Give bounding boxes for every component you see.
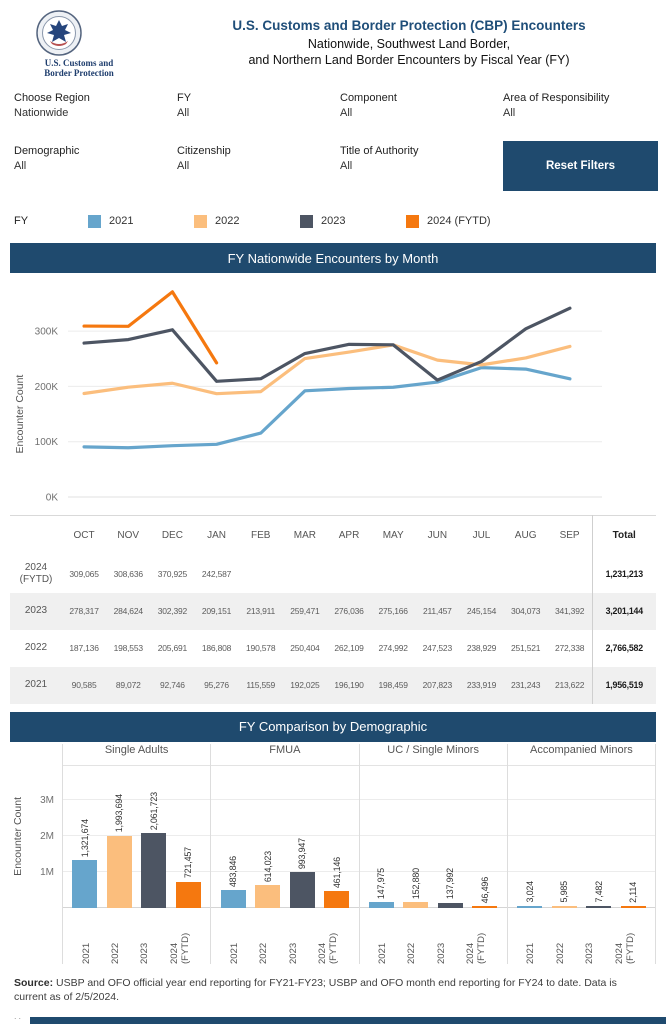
table-cell bbox=[548, 556, 592, 593]
bar-column bbox=[403, 868, 428, 908]
bar-value-label: 147,975 bbox=[376, 868, 387, 900]
table-cell bbox=[371, 556, 415, 593]
filter-value[interactable]: All bbox=[503, 107, 516, 119]
bar-2023[interactable] bbox=[586, 906, 611, 908]
legend-label: 2023 bbox=[321, 215, 346, 227]
filter-row-2 bbox=[0, 141, 666, 191]
table-cell: 275,166 bbox=[378, 606, 408, 616]
filter-value[interactable]: All bbox=[340, 160, 353, 172]
month-column-header: JAN bbox=[207, 530, 226, 542]
filter-label: Title of Authority bbox=[340, 145, 419, 157]
line-chart-container[interactable] bbox=[10, 275, 656, 515]
table-cell bbox=[415, 556, 459, 593]
table-body bbox=[10, 556, 656, 704]
filter-label: Component bbox=[340, 92, 397, 104]
month-column-header: AUG bbox=[514, 530, 537, 542]
footnote-dots: .. bbox=[14, 1010, 24, 1021]
bar-x-label: 2023 bbox=[435, 942, 447, 964]
filter-citizenship[interactable] bbox=[177, 145, 340, 191]
month-column-header: FEB bbox=[250, 530, 271, 542]
line-chart-title: FY Nationwide Encounters by Month bbox=[227, 250, 439, 266]
fy-legend bbox=[0, 191, 666, 231]
line-series-2023[interactable] bbox=[84, 308, 570, 381]
monthly-encounters-table bbox=[10, 515, 656, 704]
bar-x-label: 2022 bbox=[258, 942, 270, 964]
bar-value-label: 721,457 bbox=[183, 847, 194, 879]
bar-group-plot bbox=[360, 766, 507, 908]
table-row-2024fytd bbox=[10, 556, 656, 593]
legend-item-2023[interactable] bbox=[300, 215, 406, 228]
bar-2021[interactable] bbox=[72, 860, 97, 908]
bar-value-label: 46,496 bbox=[479, 876, 490, 903]
table-cell: 245,154 bbox=[466, 606, 497, 616]
cbp-logo bbox=[14, 10, 164, 84]
table-cell: 370,925 bbox=[157, 569, 188, 579]
legend-label: 2021 bbox=[109, 215, 134, 227]
table-cell: 90,585 bbox=[71, 680, 97, 690]
bar-x-label: 2022 bbox=[554, 942, 566, 964]
filter-value[interactable]: All bbox=[340, 107, 353, 119]
month-column-header: APR bbox=[338, 530, 360, 542]
bar-2023[interactable] bbox=[438, 903, 463, 908]
bar-x-label: 2024 (FYTD) bbox=[317, 932, 339, 964]
bar-column bbox=[438, 868, 463, 907]
y-tick-label: 300K bbox=[34, 326, 58, 338]
title-block bbox=[164, 10, 654, 84]
bar-chart-title-bar bbox=[10, 712, 656, 742]
table-cell: 274,992 bbox=[378, 643, 408, 653]
table-row-2021 bbox=[10, 667, 656, 704]
legend-item-2021[interactable] bbox=[88, 215, 194, 228]
y-tick-label: 0K bbox=[45, 492, 58, 504]
bar-y-axis-label-wrap bbox=[12, 766, 24, 908]
bar-column bbox=[72, 819, 97, 908]
filter-component[interactable] bbox=[340, 92, 503, 119]
bar-value-label: 152,880 bbox=[410, 867, 421, 899]
table-cell: 211,457 bbox=[422, 606, 452, 616]
table-corner bbox=[10, 516, 62, 556]
table-cell: 242,587 bbox=[201, 569, 232, 579]
bar-x-label: 2021 bbox=[525, 942, 537, 964]
table-row-2022 bbox=[10, 630, 656, 667]
bar-group-uc-single-minors bbox=[359, 744, 507, 964]
logo-caption-line2: Border Protection bbox=[44, 68, 114, 79]
filter-value[interactable]: All bbox=[177, 160, 190, 172]
legend-items bbox=[88, 215, 512, 228]
bar-y-tick-label: 3M bbox=[40, 794, 54, 806]
monthly-table-container bbox=[10, 515, 656, 704]
filter-label: Area of Responsibility bbox=[503, 92, 610, 104]
bar-2024fytd[interactable] bbox=[472, 906, 497, 908]
bar-column bbox=[586, 881, 611, 907]
filter-value[interactable]: Nationwide bbox=[14, 107, 69, 119]
bar-column bbox=[517, 881, 542, 907]
table-cell bbox=[239, 556, 283, 593]
bar-2022[interactable] bbox=[552, 906, 577, 908]
row-total: 2,766,582 bbox=[592, 630, 656, 667]
filter-row-1 bbox=[0, 88, 666, 119]
table-header bbox=[10, 516, 656, 556]
month-column-header: SEP bbox=[559, 530, 580, 542]
month-column-header: JUN bbox=[427, 530, 448, 542]
bar-x-label: 2022 bbox=[406, 942, 418, 964]
bar-2023[interactable] bbox=[290, 872, 315, 908]
next-section-bar-partial bbox=[30, 1017, 666, 1024]
table-cell: 186,808 bbox=[201, 643, 232, 653]
bar-x-label: 2021 bbox=[377, 942, 389, 964]
table-cell: 250,404 bbox=[290, 643, 320, 653]
bar-2022[interactable] bbox=[403, 902, 428, 908]
legend-label: 2022 bbox=[215, 215, 240, 227]
logo-caption bbox=[36, 58, 122, 79]
bar-column bbox=[255, 851, 280, 907]
filter-title-of-authority[interactable] bbox=[340, 145, 503, 191]
bar-x-label: 2024 (FYTD) bbox=[613, 932, 636, 964]
bar-value-label: 5,985 bbox=[559, 881, 570, 903]
table-cell: 278,317 bbox=[69, 606, 99, 616]
row-label: 2021 bbox=[24, 679, 48, 690]
bar-value-label: 614,023 bbox=[262, 851, 273, 883]
filter-area-of-responsibility[interactable] bbox=[503, 92, 666, 119]
bar-column bbox=[369, 868, 394, 907]
bar-value-label: 137,992 bbox=[445, 868, 456, 900]
bar-column bbox=[221, 856, 246, 908]
table-cell: 262,109 bbox=[334, 643, 364, 653]
legend-swatch bbox=[88, 215, 101, 228]
legend-item-2022[interactable] bbox=[194, 215, 300, 228]
row-total: 3,201,144 bbox=[592, 593, 656, 630]
table-cell: 238,929 bbox=[466, 643, 497, 653]
bar-value-label: 1,321,674 bbox=[79, 818, 90, 857]
month-column-header: NOV bbox=[117, 530, 140, 542]
table-cell bbox=[327, 556, 371, 593]
legend-swatch bbox=[300, 215, 313, 228]
bar-chart-groups bbox=[62, 744, 656, 964]
cbp-seal-icon bbox=[36, 10, 82, 56]
total-column-header: Total bbox=[592, 516, 656, 556]
row-total: 1,231,213 bbox=[592, 556, 656, 593]
filter-label: Demographic bbox=[14, 145, 80, 157]
filter-demographic[interactable] bbox=[14, 145, 177, 191]
table-cell: 284,624 bbox=[113, 606, 143, 616]
legend-swatch bbox=[194, 215, 207, 228]
bar-y-axis-label: Encounter Count bbox=[12, 797, 24, 876]
row-label: 2022 bbox=[24, 642, 48, 653]
filter-value[interactable]: All bbox=[14, 160, 27, 172]
line-series-2024fytd[interactable] bbox=[84, 292, 217, 363]
table-cell: 272,338 bbox=[554, 643, 585, 653]
bar-group-plot bbox=[211, 766, 358, 908]
bar-column bbox=[290, 838, 315, 908]
bar-2023[interactable] bbox=[141, 833, 166, 907]
table-cell: 259,471 bbox=[290, 606, 320, 616]
filter-label: Choose Region bbox=[14, 92, 90, 104]
bar-group-x-labels bbox=[63, 908, 210, 964]
bar-group-fmua bbox=[210, 744, 358, 964]
bar-value-label: 483,846 bbox=[228, 855, 239, 888]
bar-group-header: Accompanied Minors bbox=[508, 744, 655, 766]
bar-column bbox=[621, 882, 646, 907]
bar-column bbox=[107, 794, 132, 907]
bar-x-label: 2024 (FYTD) bbox=[168, 932, 191, 964]
table-cell: 205,691 bbox=[157, 643, 188, 653]
table-cell: 198,459 bbox=[378, 680, 408, 690]
bar-group-plot bbox=[508, 766, 655, 908]
bar-group-x-labels bbox=[508, 908, 655, 964]
table-cell: 115,559 bbox=[246, 680, 276, 690]
bar-group-single-adults bbox=[62, 744, 210, 964]
bar-x-label: 2022 bbox=[109, 942, 121, 964]
bar-group-x-labels bbox=[211, 908, 358, 964]
bar-group-header: Single Adults bbox=[63, 744, 210, 766]
table-cell: 308,636 bbox=[113, 569, 143, 579]
table-cell: 95,276 bbox=[204, 680, 229, 690]
table-cell: 251,521 bbox=[510, 643, 541, 653]
table-cell: 190,578 bbox=[246, 643, 276, 653]
bar-group-plot bbox=[63, 766, 210, 908]
table-row-2023 bbox=[10, 593, 656, 630]
table-cell bbox=[283, 556, 327, 593]
y-axis-label: Encounter Count bbox=[14, 374, 26, 454]
table-cell: 196,190 bbox=[334, 680, 364, 690]
bar-2021[interactable] bbox=[517, 906, 542, 908]
legend-label: 2024 (FYTD) bbox=[427, 215, 491, 227]
legend-title: FY bbox=[14, 215, 29, 227]
y-tick-label: 200K bbox=[34, 381, 58, 393]
bar-value-label: 7,482 bbox=[593, 881, 604, 903]
table-cell: 302,392 bbox=[157, 606, 188, 616]
table-cell: 187,136 bbox=[69, 643, 99, 653]
month-column-header: MAR bbox=[293, 530, 316, 542]
month-column-header: DEC bbox=[161, 530, 183, 542]
source-text: USBP and OFO official year end reporting for FY21-FY23; USBP and OFO month end reporting for FY24 to date. Data is current as of 2/5/2024. bbox=[14, 976, 617, 1004]
table-cell: 231,243 bbox=[510, 680, 541, 690]
line-chart-title-bar bbox=[10, 243, 656, 273]
bar-column bbox=[176, 847, 201, 907]
bar-group-x-labels bbox=[360, 908, 507, 964]
bar-x-label: 2023 bbox=[139, 942, 151, 964]
table-cell: 304,073 bbox=[510, 606, 541, 616]
month-column-header: OCT bbox=[73, 530, 95, 542]
source-note bbox=[0, 964, 666, 1005]
bar-column bbox=[472, 877, 497, 908]
y-tick-label: 100K bbox=[34, 437, 58, 449]
legend-item-2024fytd[interactable] bbox=[406, 215, 512, 228]
table-cell: 207,823 bbox=[422, 680, 452, 690]
table-cell: 92,746 bbox=[159, 680, 185, 690]
page-subtitle-1: Nationwide, Southwest Land Border, bbox=[307, 37, 511, 51]
bar-value-label: 461,146 bbox=[331, 856, 342, 888]
bar-group-header: FMUA bbox=[211, 744, 358, 766]
bar-column bbox=[141, 792, 166, 907]
filter-choose-region[interactable] bbox=[14, 92, 177, 119]
bar-x-label: 2021 bbox=[80, 942, 92, 964]
bar-column bbox=[324, 857, 349, 908]
bar-x-label: 2023 bbox=[584, 942, 596, 964]
table-cell: 213,911 bbox=[246, 606, 276, 616]
table-cell bbox=[459, 556, 503, 593]
page-header bbox=[0, 0, 666, 88]
source-label: Source: bbox=[14, 976, 54, 989]
row-total: 1,956,519 bbox=[592, 667, 656, 704]
reset-filters-button[interactable]: Reset Filters bbox=[503, 141, 658, 191]
table-cell: 89,072 bbox=[115, 680, 141, 690]
bar-2022[interactable] bbox=[255, 885, 280, 907]
bar-y-tick-label: 2M bbox=[40, 830, 54, 842]
table-cell: 233,919 bbox=[466, 680, 497, 690]
bar-y-tick-label: 1M bbox=[40, 866, 54, 878]
table-cell: 198,553 bbox=[113, 643, 143, 653]
bar-x-label: 2021 bbox=[228, 942, 240, 964]
table-cell: 309,065 bbox=[69, 569, 99, 579]
bar-group-accompanied-minors bbox=[507, 744, 656, 964]
bar-column bbox=[552, 881, 577, 907]
row-label: 2024 (FYTD) bbox=[19, 562, 53, 585]
bar-value-label: 1,993,694 bbox=[114, 794, 125, 833]
month-column-header: MAY bbox=[382, 530, 404, 542]
bar-2022[interactable] bbox=[107, 836, 132, 908]
row-label: 2023 bbox=[24, 605, 48, 616]
filter-value[interactable]: All bbox=[177, 107, 190, 119]
filter-fy[interactable] bbox=[177, 92, 340, 119]
bar-x-label: 2024 (FYTD) bbox=[465, 932, 488, 964]
table-cell: 276,036 bbox=[334, 606, 364, 616]
table-cell: 341,392 bbox=[554, 606, 585, 616]
bar-group-header: UC / Single Minors bbox=[360, 744, 507, 766]
table-cell bbox=[504, 556, 548, 593]
filter-label: Citizenship bbox=[177, 145, 231, 157]
bar-chart-container[interactable] bbox=[10, 744, 656, 964]
bar-2024fytd[interactable] bbox=[621, 906, 646, 908]
bar-2024fytd[interactable] bbox=[324, 891, 349, 908]
month-column-header: JUL bbox=[472, 530, 491, 542]
bar-chart-title: FY Comparison by Demographic bbox=[238, 719, 428, 734]
table-cell: 247,523 bbox=[422, 643, 452, 653]
bar-chart-y-axis bbox=[10, 744, 62, 964]
line-chart[interactable] bbox=[10, 275, 656, 510]
bar-2021[interactable] bbox=[221, 890, 246, 907]
bar-value-label: 993,947 bbox=[297, 837, 308, 869]
line-series-2021[interactable] bbox=[84, 368, 570, 448]
bar-x-label: 2023 bbox=[287, 942, 299, 964]
bar-2024fytd[interactable] bbox=[176, 882, 201, 908]
reset-filters-cell bbox=[503, 145, 666, 191]
bar-value-label: 2,114 bbox=[628, 882, 638, 903]
table-cell: 209,151 bbox=[201, 606, 232, 616]
page-title: U.S. Customs and Border Protection (CBP) Encounters bbox=[232, 18, 586, 33]
logo-caption-line1: U.S. Customs and bbox=[44, 58, 114, 68]
bar-value-label: 2,061,723 bbox=[148, 792, 159, 831]
bar-value-label: 3,024 bbox=[524, 881, 535, 903]
filter-label: FY bbox=[177, 92, 192, 104]
table-cell: 192,025 bbox=[290, 680, 320, 690]
table-cell: 213,622 bbox=[554, 680, 585, 690]
page-subtitle-2: and Northern Land Border Encounters by Fiscal Year (FY) bbox=[248, 53, 570, 68]
bar-2021[interactable] bbox=[369, 902, 394, 907]
legend-swatch bbox=[406, 215, 419, 228]
